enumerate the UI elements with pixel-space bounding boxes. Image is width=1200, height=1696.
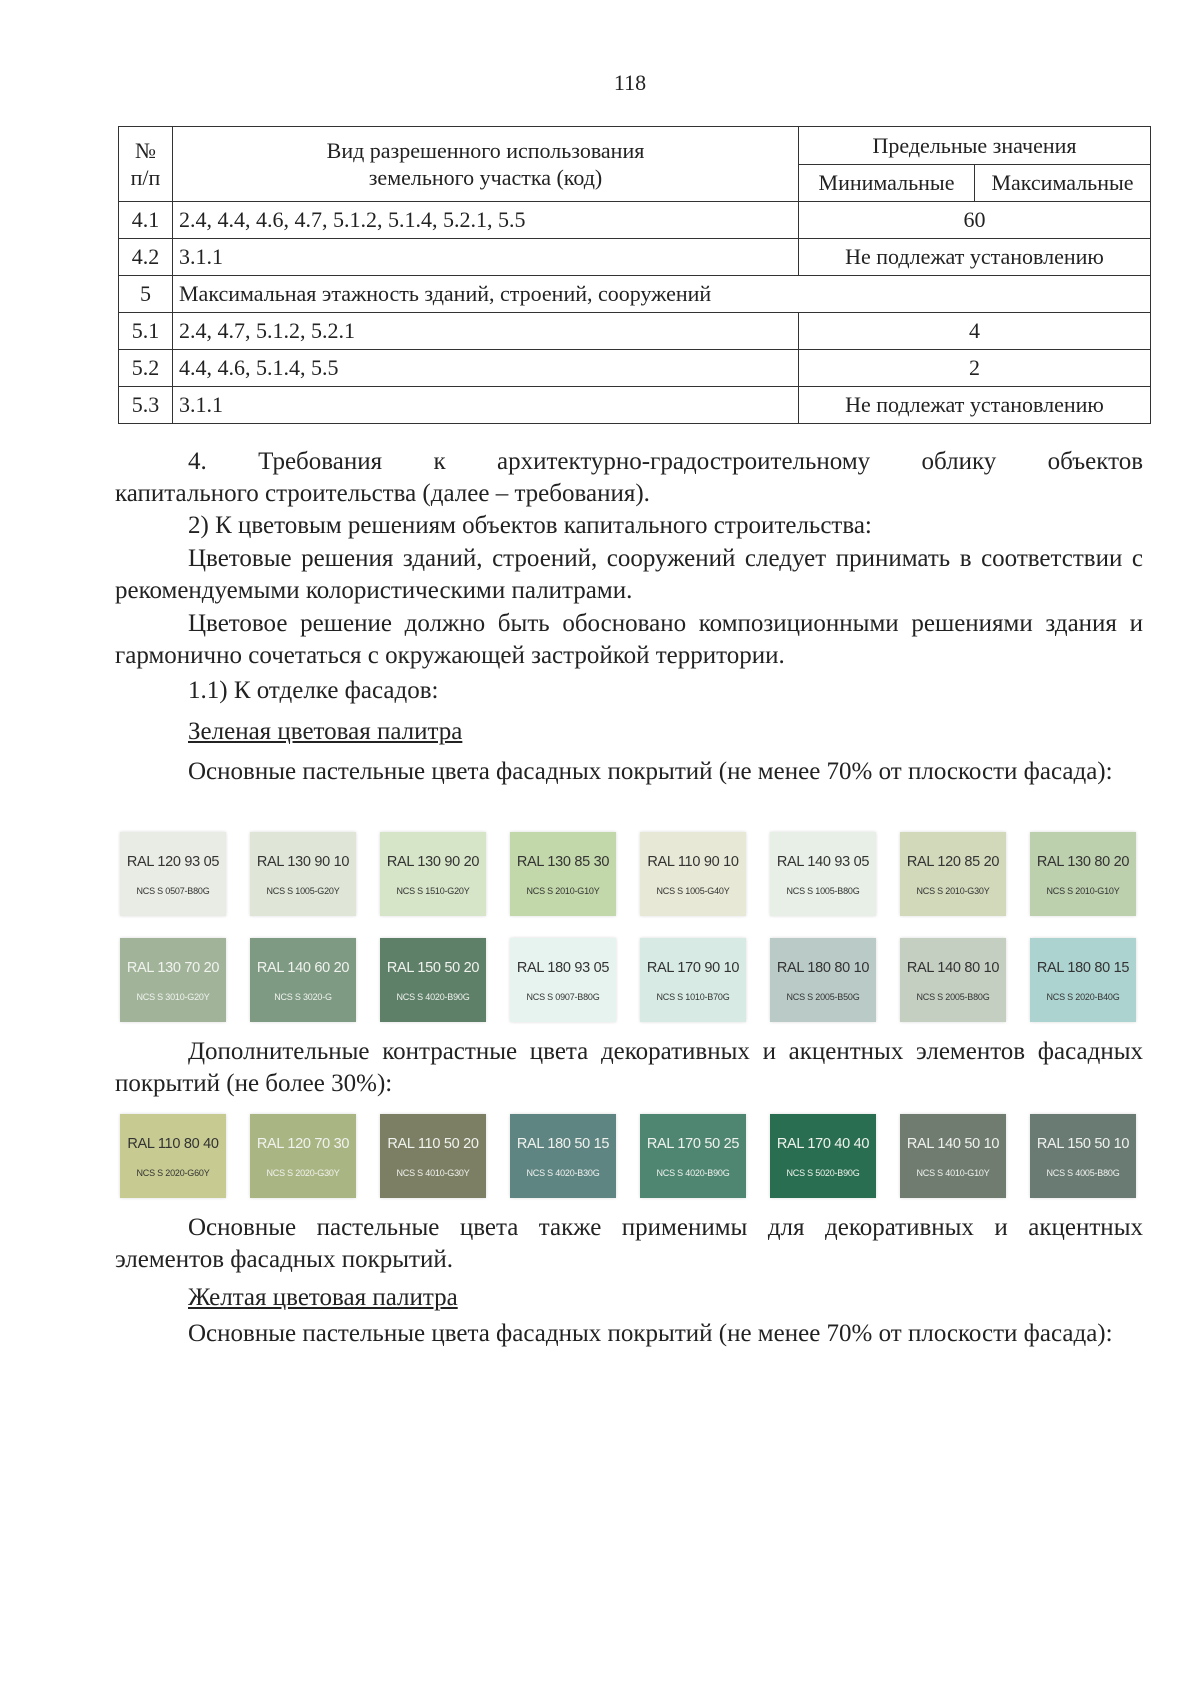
swatch-ncs-code: NCS S 2010-G10Y — [1046, 886, 1120, 896]
swatch-ral-code: RAL 140 93 05 — [776, 854, 870, 870]
swatch-ncs-code: NCS S 2010-G10Y — [526, 886, 600, 896]
swatch-ncs-code: NCS S 4020-B90G — [396, 992, 470, 1002]
swatch-ncs-code: NCS S 1005-G20Y — [266, 886, 340, 896]
color-swatch — [250, 832, 356, 916]
swatch-ral-code: RAL 120 93 05 — [126, 854, 220, 870]
swatch-ral-code: RAL 130 90 20 — [386, 854, 480, 870]
swatch-ncs-code: NCS S 2010-G30Y — [916, 886, 990, 896]
color-swatch — [120, 1114, 226, 1198]
header-max: Максимальные — [975, 164, 1151, 202]
color-swatch — [1030, 1114, 1136, 1198]
color-swatch — [250, 938, 356, 1022]
swatch-ral-code: RAL 120 70 30 — [256, 1136, 350, 1152]
table-row — [119, 313, 1151, 350]
swatch-ral-code: RAL 110 90 10 — [647, 854, 739, 870]
color-swatch — [640, 938, 746, 1022]
row-use: 4.4, 4.6, 5.1.4, 5.5 — [173, 350, 799, 387]
header-limits: Предельные значения — [799, 127, 1151, 165]
heading-green-palette — [188, 716, 788, 748]
row-num: 5 — [119, 276, 173, 313]
color-swatch — [380, 832, 486, 916]
swatch-ral-code: RAL 150 50 10 — [1036, 1136, 1130, 1152]
color-swatch — [510, 938, 616, 1022]
swatch-ral-code: RAL 140 50 10 — [906, 1136, 1000, 1152]
swatch-ral-code: RAL 180 50 15 — [516, 1136, 610, 1152]
color-swatch — [900, 938, 1006, 1022]
swatch-ncs-code: NCS S 1005-B80G — [786, 886, 860, 896]
header-num: № п/п — [119, 127, 173, 202]
swatch-ncs-code: NCS S 4010-G10Y — [916, 1168, 990, 1178]
swatch-ral-code: RAL 150 50 20 — [386, 960, 480, 976]
swatch-ncs-code: NCS S 4020-B30G — [526, 1168, 600, 1178]
row-value: 2 — [799, 350, 1151, 387]
swatch-ncs-code: NCS S 2005-B50G — [786, 992, 860, 1002]
color-swatch — [380, 1114, 486, 1198]
color-solutions-text: 2) К цветовым решениям объектов капитального строительства: — [188, 512, 872, 539]
color-swatch — [510, 832, 616, 916]
heading-yellow-palette — [188, 1282, 788, 1314]
swatch-ral-code: RAL 170 40 40 — [776, 1136, 870, 1152]
swatch-ncs-code: NCS S 2020-G30Y — [266, 1168, 340, 1178]
paragraph-accent-colors: Дополнительные контрастные цвета декоративных и акцентных элементов фасадных покрытий (не более 30%): — [115, 1038, 1143, 1097]
swatch-ral-code: RAL 180 93 05 — [516, 960, 610, 976]
swatch-ncs-code: NCS S 4020-B90G — [656, 1168, 730, 1178]
table-row — [119, 202, 1151, 239]
table-header-row — [119, 127, 1151, 165]
swatch-ncs-code: NCS S 3010-G20Y — [136, 992, 210, 1002]
row-num: 5.3 — [119, 387, 173, 424]
paragraph-main-colors-yellow: Основные пастельные цвета фасадных покрытий (не менее 70% от плоскости фасада): — [188, 1320, 1113, 1347]
swatch-ral-code: RAL 110 80 40 — [127, 1136, 219, 1152]
page-number: 118 — [613, 70, 647, 95]
paragraph-main-colors: Основные пастельные цвета фасадных покрытий (не менее 70% от плоскости фасада): — [188, 758, 1113, 785]
swatch-ral-code: RAL 130 70 20 — [126, 960, 220, 976]
row-use: 2.4, 4.7, 5.1.2, 5.2.1 — [173, 313, 799, 350]
swatch-ral-code: RAL 110 50 20 — [387, 1136, 479, 1152]
row-value: 4 — [799, 313, 1151, 350]
color-swatch — [640, 1114, 746, 1198]
swatch-ral-code: RAL 170 50 25 — [646, 1136, 740, 1152]
paragraph-requirements-cont: капитального строительства (далее – требования). — [115, 480, 650, 507]
paragraph-colors-2: Цветовое решение должно быть обосновано композиционными решениями здания и гармонично сочетаться с окружающей застройкой территории. — [115, 610, 1143, 669]
table-row — [119, 350, 1151, 387]
color-swatch — [770, 938, 876, 1022]
swatch-ncs-code: NCS S 4005-B80G — [1046, 1168, 1120, 1178]
color-swatch — [380, 938, 486, 1022]
yellow-palette-title: Желтая цветовая палитра — [188, 1284, 458, 1311]
header-min: Минимальные — [799, 164, 975, 202]
green-palette-title: Зеленая цветовая палитра — [188, 718, 463, 745]
swatch-row-main-1 — [120, 832, 1140, 916]
row-use: 3.1.1 — [173, 239, 799, 276]
swatch-ncs-code: NCS S 3020-G — [274, 992, 332, 1002]
color-swatch — [1030, 938, 1136, 1022]
swatch-ncs-code: NCS S 0507-B80G — [136, 886, 210, 896]
swatch-ral-code: RAL 170 90 10 — [646, 960, 740, 976]
swatch-ncs-code: NCS S 2020-G60Y — [136, 1168, 210, 1178]
row-num: 4.1 — [119, 202, 173, 239]
row-num: 5.1 — [119, 313, 173, 350]
swatch-row-accent — [120, 1114, 1140, 1198]
swatch-ncs-code: NCS S 1510-G20Y — [396, 886, 470, 896]
color-swatch — [120, 938, 226, 1022]
color-swatch — [770, 1114, 876, 1198]
table-row — [119, 387, 1151, 424]
paragraph-color-solutions — [188, 510, 988, 542]
color-swatch — [640, 832, 746, 916]
color-swatch — [900, 832, 1006, 916]
color-swatch — [250, 1114, 356, 1198]
paragraph-requirements: 4. Требования к архитектурно-градостроительному облику объектов — [188, 448, 1143, 475]
swatch-row-main-2 — [120, 938, 1140, 1022]
color-swatch — [120, 832, 226, 916]
color-swatch — [900, 1114, 1006, 1198]
swatch-ral-code: RAL 140 60 20 — [256, 960, 350, 976]
swatch-ncs-code: NCS S 2005-B80G — [916, 992, 990, 1002]
swatch-ral-code: RAL 130 85 30 — [516, 854, 610, 870]
paragraph-facades: 1.1) К отделке фасадов: — [188, 677, 439, 704]
color-swatch — [1030, 832, 1136, 916]
color-swatch — [510, 1114, 616, 1198]
swatch-ncs-code: NCS S 5020-B90G — [786, 1168, 860, 1178]
row-value: 60 — [799, 202, 1151, 239]
swatch-ncs-code: NCS S 2020-B40G — [1046, 992, 1120, 1002]
swatch-ncs-code: NCS S 0907-B80G — [526, 992, 600, 1002]
swatch-ral-code: RAL 180 80 15 — [1036, 960, 1130, 976]
row-use: 3.1.1 — [173, 387, 799, 424]
paragraph-colors-1: Цветовые решения зданий, строений, сооружений следует принимать в соответствии с рекомендуемыми колористическими палитрами. — [115, 545, 1143, 604]
table-row — [119, 239, 1151, 276]
swatch-ncs-code: NCS S 4010-G30Y — [396, 1168, 470, 1178]
row-num: 4.2 — [119, 239, 173, 276]
swatch-ral-code: RAL 120 85 20 — [906, 854, 1000, 870]
row-use: 2.4, 4.4, 4.6, 4.7, 5.1.2, 5.1.4, 5.2.1, 5.5 — [173, 202, 799, 239]
limits-table — [118, 126, 1151, 424]
swatch-ral-code: RAL 180 80 10 — [776, 960, 870, 976]
color-swatch — [770, 832, 876, 916]
table-row — [119, 276, 1151, 313]
swatch-ral-code: RAL 140 80 10 — [906, 960, 1000, 976]
swatch-ncs-code: NCS S 1005-G40Y — [656, 886, 730, 896]
row-num: 5.2 — [119, 350, 173, 387]
row-value: Не подлежат установлению — [799, 239, 1151, 276]
paragraph-pastel-accent: Основные пастельные цвета также применимы для декоративных и акцентных элементов фасадных покрытий. — [115, 1214, 1143, 1273]
swatch-ral-code: RAL 130 80 20 — [1036, 854, 1130, 870]
swatch-ral-code: RAL 130 90 10 — [256, 854, 350, 870]
row-use: Максимальная этажность зданий, строений, сооружений — [173, 276, 1151, 313]
row-value: Не подлежат установлению — [799, 387, 1151, 424]
swatch-ncs-code: NCS S 1010-B70G — [656, 992, 730, 1002]
header-use: Вид разрешенного использования земельного участка (код) — [173, 127, 799, 202]
